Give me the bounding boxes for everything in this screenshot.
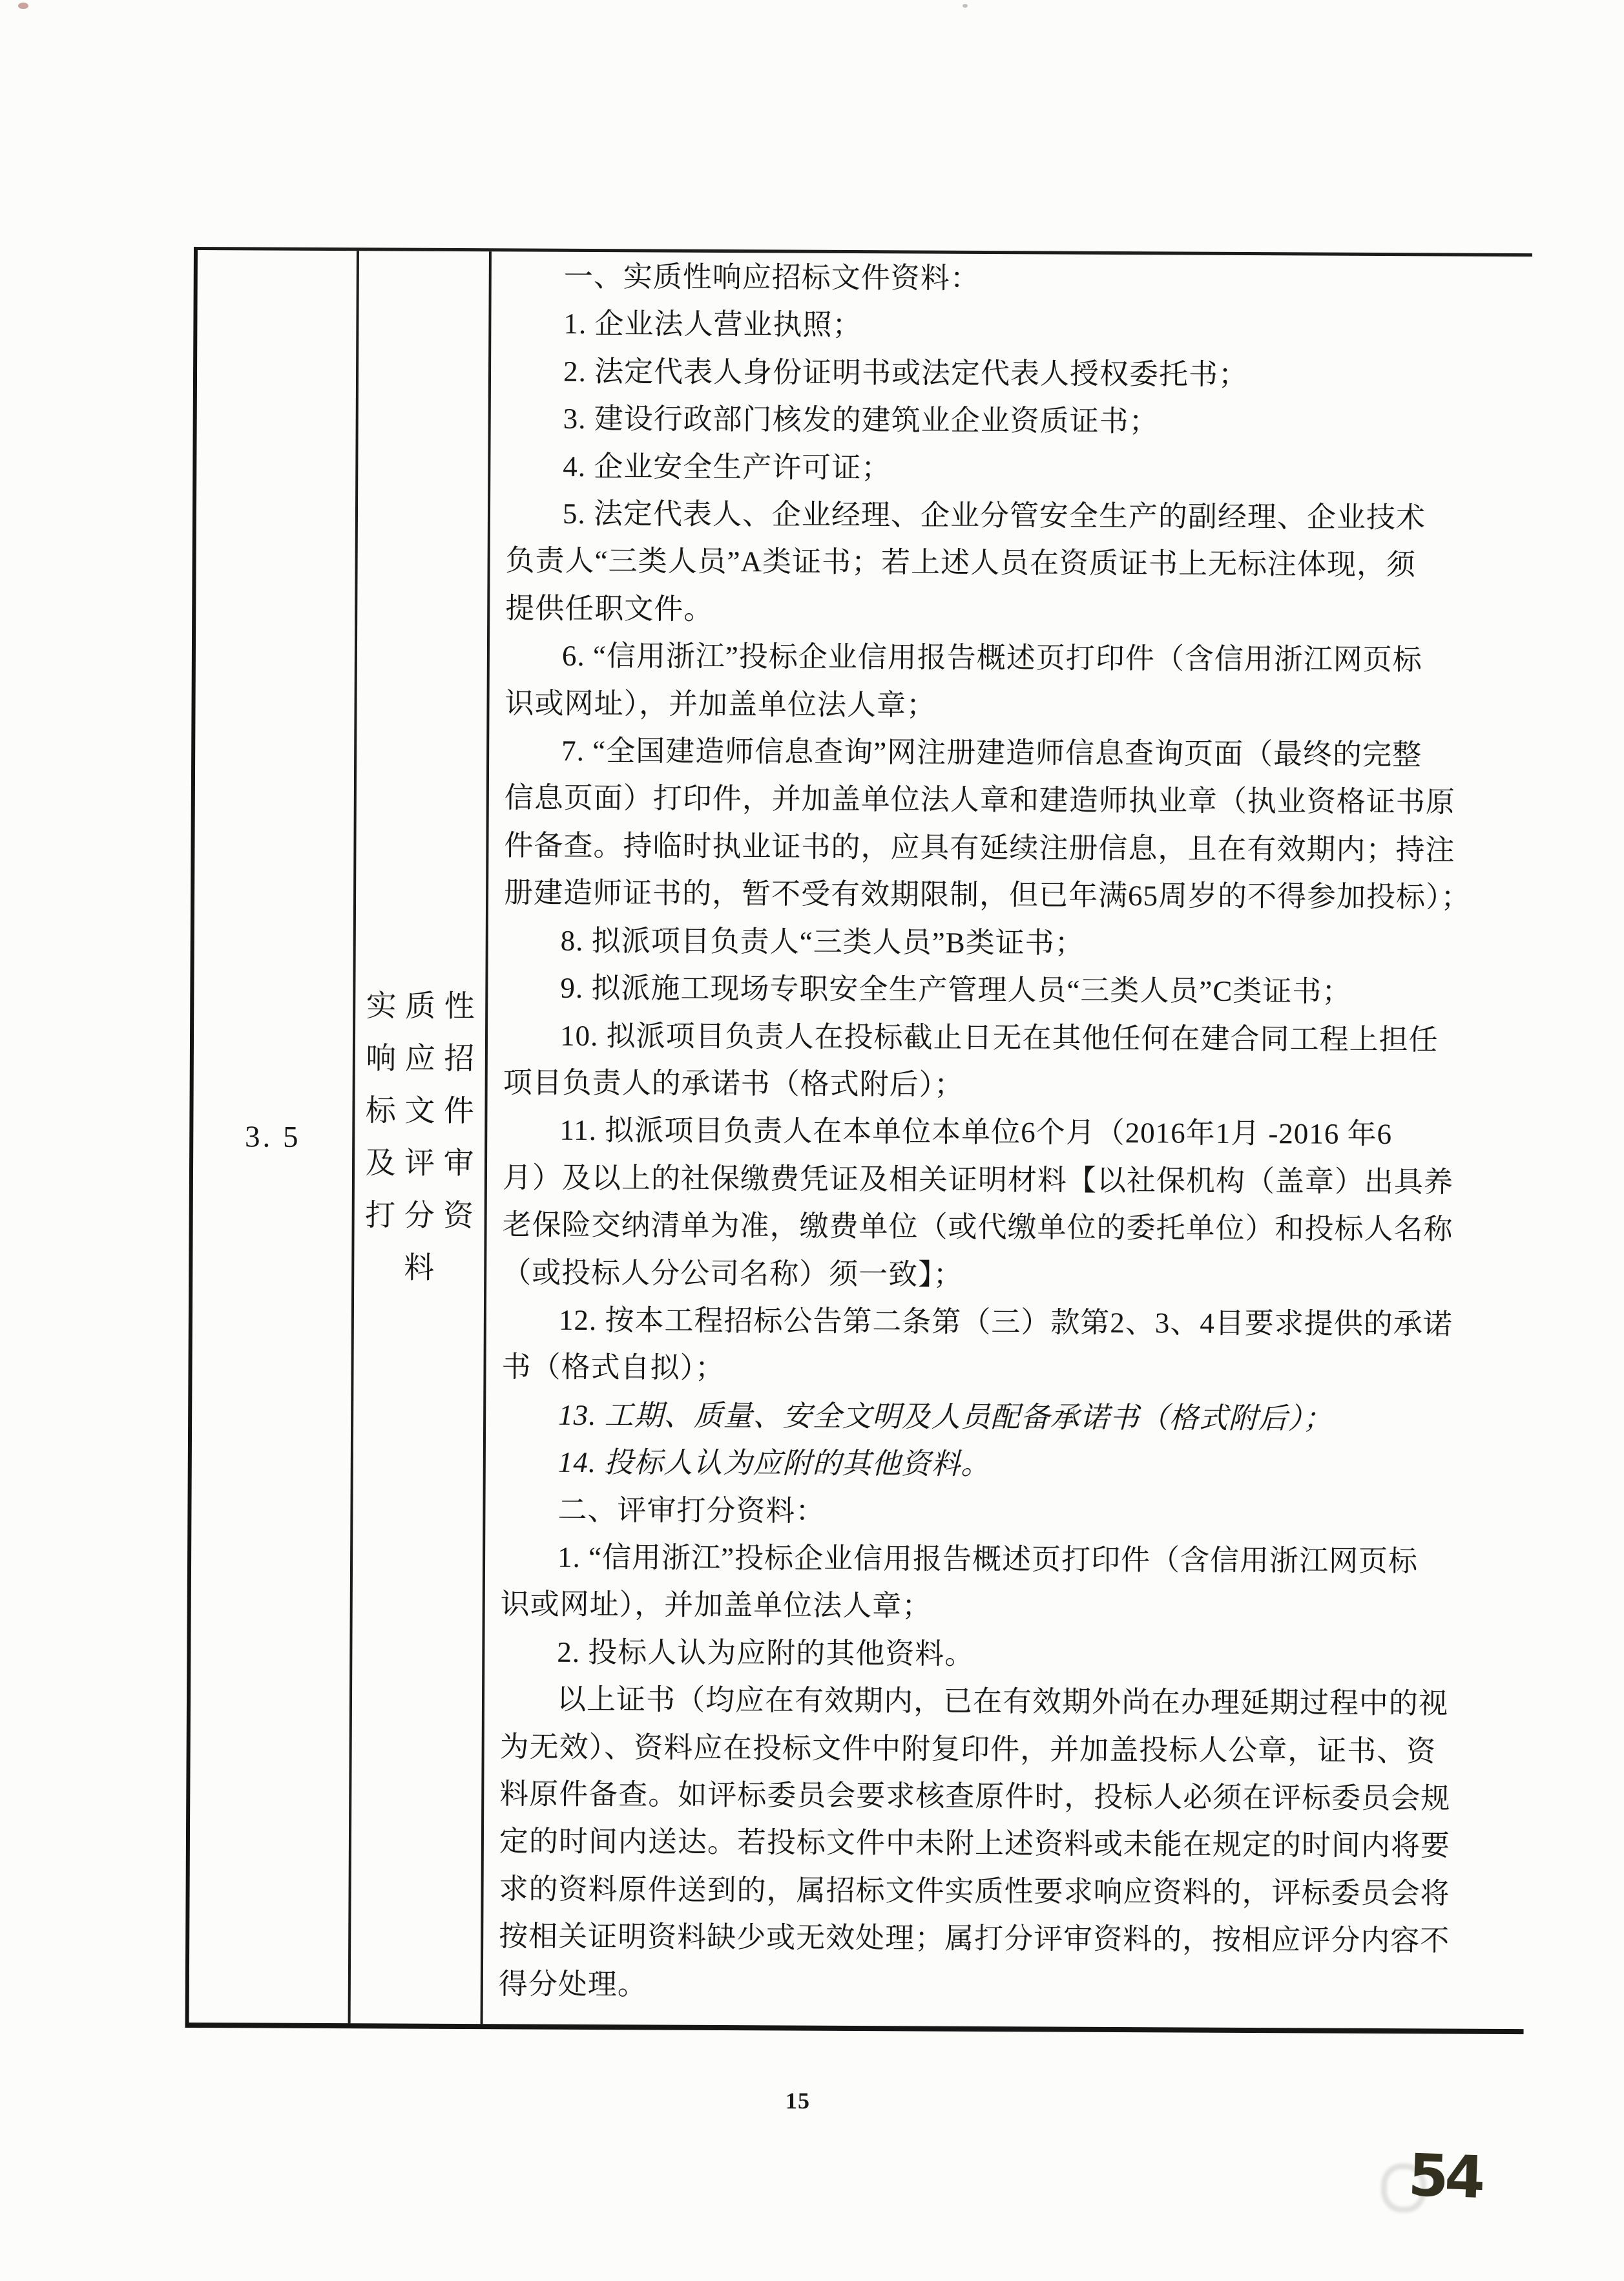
content-line: 11. 拟派项目负责人在本单位本单位6个月（2016年1月 -2016 年6 bbox=[559, 1114, 1393, 1151]
content-line: 13. 工期、质量、安全文明及人员配备承诺书（格式附后）； bbox=[558, 1398, 1333, 1435]
content-line: 项目负责人的承诺书（格式附后）； bbox=[503, 1066, 964, 1101]
content-line: （或投标人分公司名称）须一致】； bbox=[502, 1256, 963, 1291]
scan-artifact-speck bbox=[18, 3, 28, 9]
evaluation-criteria-table bbox=[185, 247, 1532, 2034]
content-line: 3. 建设行政部门核发的建筑业企业资质证书； bbox=[563, 403, 1159, 438]
content-line: 月）及以上的社保缴费凭证及相关证明材料【以社保机构（盖章）出具养 bbox=[502, 1161, 1454, 1199]
content-line: 件备查。持临时执业证书的，应具有延续注册信息，且在有效期内；持注 bbox=[504, 829, 1455, 867]
content-line: 12. 按本工程招标公告第二条第（三）款第2、3、4目要求提供的承诺 bbox=[558, 1303, 1453, 1341]
content-line: 料原件备查。如评标委员会要求核查原件时，投标人必须在评标委员会规 bbox=[499, 1778, 1451, 1815]
content-line: 识或网址），并加盖单位法人章； bbox=[500, 1588, 932, 1623]
content-line: 10. 拟派项目负责人在投标截止日无在其他任何在建合同工程上担任 bbox=[559, 1019, 1439, 1056]
category-char: 审 bbox=[443, 1146, 474, 1181]
content-line: 得分处理。 bbox=[498, 1967, 648, 2001]
category-cell bbox=[351, 251, 492, 2024]
content-line: 为无效）、资料应在投标文件中附复印件，并加盖投标人公章，证书、资 bbox=[499, 1730, 1437, 1768]
content-line: 定的时间内送达。若投标文件中未附上述资料或未能在规定的时间内将要 bbox=[499, 1825, 1451, 1862]
category-char: 评 bbox=[404, 1146, 435, 1181]
category-char: 分 bbox=[404, 1199, 435, 1233]
category-char-row bbox=[366, 980, 475, 1033]
category-char-row bbox=[366, 1033, 474, 1086]
category-char: 响 bbox=[366, 1041, 397, 1076]
scan-artifact-speck bbox=[963, 4, 968, 8]
content-line: 2. 投标人认为应附的其他资料。 bbox=[557, 1635, 975, 1670]
content-line: 信息页面）打印件，并加盖单位法人章和建造师执业章（执业资格证书原 bbox=[504, 781, 1455, 819]
content-line: 提供任职文件。 bbox=[505, 592, 714, 625]
content-cell bbox=[483, 251, 1532, 2029]
content-line: 4. 企业安全生产许可证； bbox=[563, 450, 891, 484]
content-line: 识或网址），并加盖单位法人章； bbox=[505, 687, 937, 722]
category-char: 性 bbox=[444, 989, 475, 1024]
stamp-number: 54 bbox=[1407, 2141, 1483, 2212]
content-line: 二、评审打分资料： bbox=[557, 1493, 826, 1528]
content-line: 14. 投标人认为应附的其他资料。 bbox=[557, 1445, 991, 1481]
content-line: 以上证书（均应在有效期内，已在有效期外尚在办理延期过程中的视 bbox=[556, 1683, 1449, 1720]
content-line: 书（格式自拟）； bbox=[501, 1351, 725, 1385]
category-char: 料 bbox=[404, 1251, 435, 1285]
content-line: 1. 企业法人营业执照； bbox=[563, 308, 862, 342]
category-char-row bbox=[365, 1137, 474, 1190]
category-char: 应 bbox=[404, 1042, 435, 1076]
content-line: 1. “信用浙江”投标企业信用报告概述页打印件（含信用浙江网页标 bbox=[557, 1540, 1419, 1578]
content-line: 负责人“三类人员”A类证书；若上述人员在资质证书上无标注体现，须 bbox=[505, 544, 1417, 582]
content-line: 7. “全国建造师信息查询”网注册建造师信息查询页面（最终的完整 bbox=[561, 734, 1422, 772]
content-line: 6. “信用浙江”投标企业信用报告概述页打印件（含信用浙江网页标 bbox=[561, 640, 1422, 677]
category-char: 打 bbox=[365, 1198, 396, 1233]
category-char-row bbox=[366, 1085, 474, 1138]
category-char: 质 bbox=[405, 989, 436, 1024]
category-char: 及 bbox=[365, 1146, 396, 1181]
category-char-row bbox=[365, 1242, 474, 1295]
content-line: 一、实质性响应招标文件资料： bbox=[563, 260, 980, 295]
category-char: 件 bbox=[443, 1094, 475, 1128]
row-number: 3. 5 bbox=[244, 1119, 301, 1154]
content-line: 2. 法定代表人身份证明书或法定代表人授权委托书； bbox=[563, 355, 1249, 391]
row-number-cell bbox=[189, 250, 359, 2023]
category-char: 标 bbox=[365, 1093, 397, 1128]
content-line: 按相关证明资料缺少或无效处理；属打分评审资料的，按相应评分内容不 bbox=[499, 1920, 1450, 1957]
category-char: 实 bbox=[366, 989, 397, 1024]
category-char-row bbox=[365, 1190, 474, 1243]
content-line: 求的资料原件送到的，属招标文件实质性要求响应资料的，评标委员会将 bbox=[499, 1873, 1450, 1910]
content-line: 9. 拟派施工现场专职安全生产管理人员“三类人员”C类证书； bbox=[560, 971, 1352, 1008]
content-line: 册建造师证书的，暂不受有效期限制，但已年满65周岁的不得参加投标）； bbox=[503, 876, 1471, 914]
page-number: 15 bbox=[786, 2088, 810, 2114]
category-char: 资 bbox=[443, 1199, 474, 1233]
category-char: 招 bbox=[444, 1042, 475, 1076]
content-line: 5. 法定代表人、企业经理、企业分管安全生产的副经理、企业技术 bbox=[562, 497, 1426, 534]
category-char: 文 bbox=[404, 1094, 435, 1128]
content-line: 8. 拟派项目负责人“三类人员”B类证书； bbox=[560, 924, 1085, 960]
content-line: 老保险交纳清单为准，缴费单位（或代缴单位的委托单位）和投标人名称 bbox=[502, 1208, 1453, 1246]
